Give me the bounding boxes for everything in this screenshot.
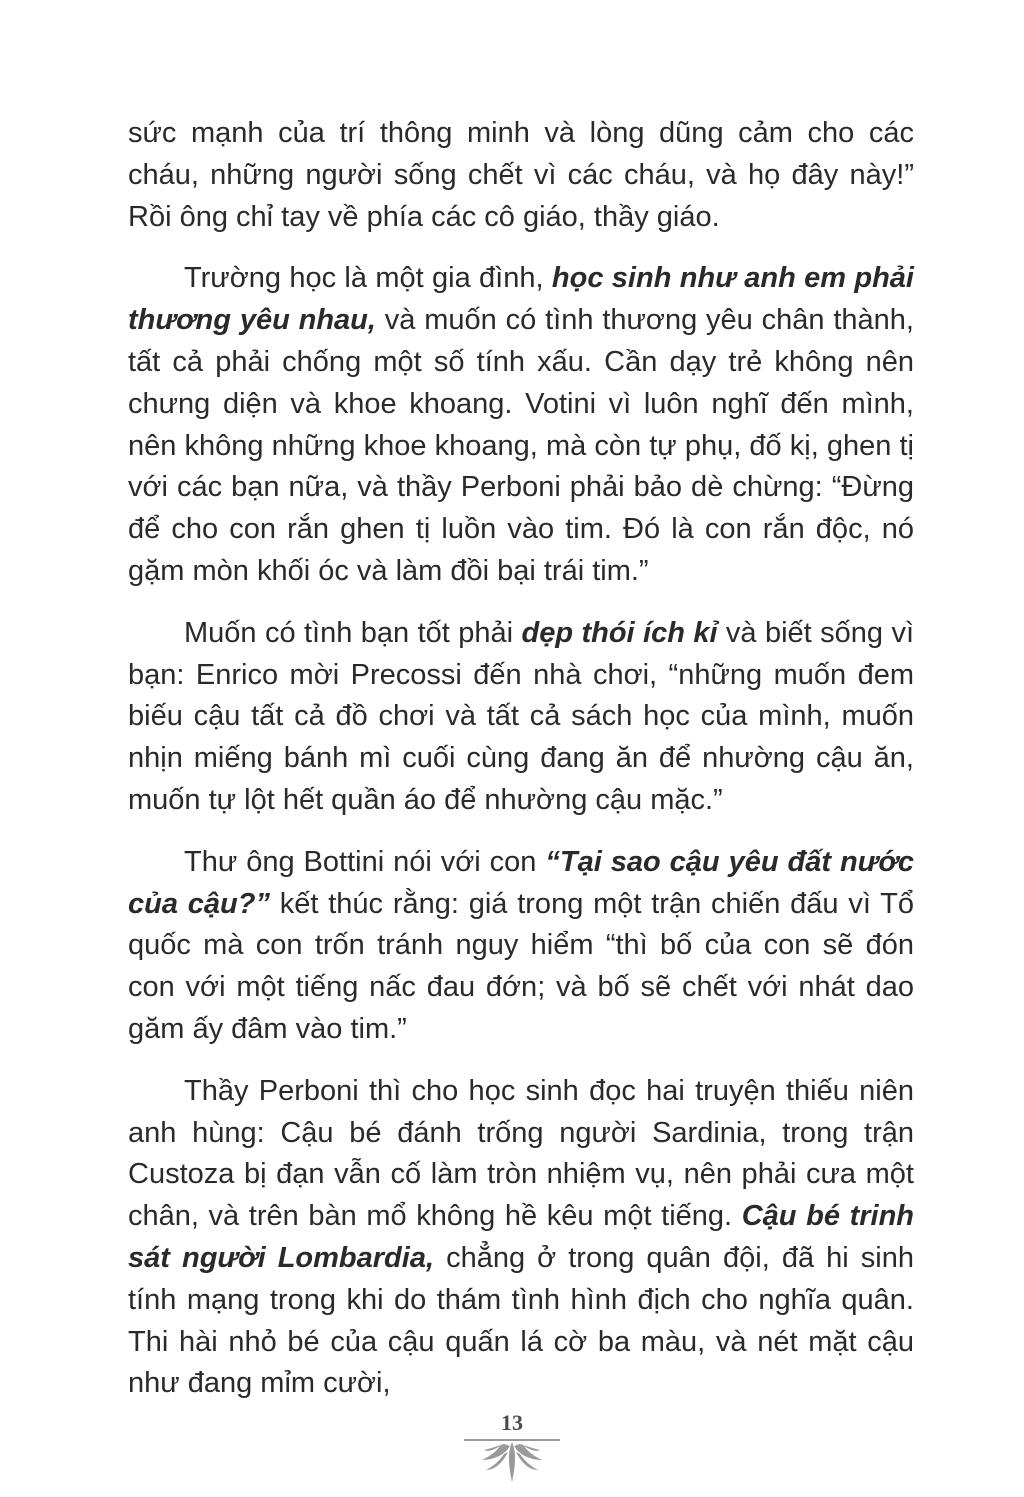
text-run: Muốn có tình bạn tốt phải	[184, 616, 522, 649]
page-number: 13	[501, 1410, 523, 1435]
emphasized-text: “Tại sao cậu yêu đất nước của cậu?”	[128, 845, 914, 920]
emphasized-text: Cậu bé trinh sát người Lombardia,	[128, 1200, 914, 1274]
text-run: chẳng ở trong quân đội, đã hi sinh tính mạng trong khi do thám tình hình địch cho nghĩa quân. Thi hài nhỏ bé của cậu quấn lá cờ ba màu, và nét mặt cậu như đang mỉm cười,	[128, 1241, 914, 1400]
emphasized-text: dẹp thói ích kỉ	[521, 616, 718, 649]
text-run: kết thúc rằng: giá trong một trận chiến đấu vì Tổ quốc mà con trốn tránh nguy hiểm “thì bố của con sẽ đón con với một tiếng nấc đau đớn; và bố sẽ chết với nhát dao găm ấy đâm vào tim.”	[128, 887, 914, 1045]
emphasized-text: học sinh như anh em phải thương yêu nhau,	[128, 262, 914, 337]
body-text	[128, 113, 914, 1425]
text-run: và biết sống vì bạn: Enrico mời Precossi đến nhà chơi, “những muốn đem biếu cậu tất cả đồ chơi và tất cả sách học của mình, muốn nhịn miếng bánh mì cuối cùng đang ăn để nhường cậu ăn, muốn tự lột hết quần áo để nhường cậu mặc.”	[128, 616, 914, 816]
page-footer	[0, 1410, 1024, 1488]
text-run: sức mạnh của trí thông minh và lòng dũng cảm cho các cháu, những người sống chết vì các cháu, và họ đây này!” Rồi ông chỉ tay về phía các cô giáo, thầy giáo.	[128, 117, 914, 233]
paragraph-1	[128, 113, 914, 238]
text-run: Thư ông Bottini nói với con	[184, 845, 546, 878]
text-run: Thầy Perboni thì cho học sinh đọc hai truyện thiếu niên anh hùng: Cậu bé đánh trống người Sardinia, trong trận Custoza bị đạn vẫn cố làm tròn nhiệm vụ, nên phải cưa một chân, và trên bàn mổ không hề kêu một tiếng.	[128, 1074, 914, 1233]
paragraph-4	[128, 842, 914, 1051]
fleuron-ornament-icon	[464, 1438, 560, 1488]
paragraph-5	[128, 1071, 914, 1405]
text-run: Trường học là một gia đình,	[184, 262, 552, 295]
paragraph-2	[128, 258, 914, 592]
paragraph-3	[128, 613, 914, 822]
text-run: và muốn có tình thương yêu chân thành, tất cả phải chống một số tính xấu. Cần dạy trẻ không nên chưng diện và khoe khoang. Votini vì luôn nghĩ đến mình, nên không những khoe khoang, mà còn tự phụ, đố kị, ghen tị với các bạn nữa, và thầy Perboni phải bảo dè chừng: “Đừng để cho con rắn ghen tị luồn vào tim. Đó là con rắn độc, nó gặm mòn khối óc và làm đồi bại trái tim.”	[128, 304, 914, 587]
